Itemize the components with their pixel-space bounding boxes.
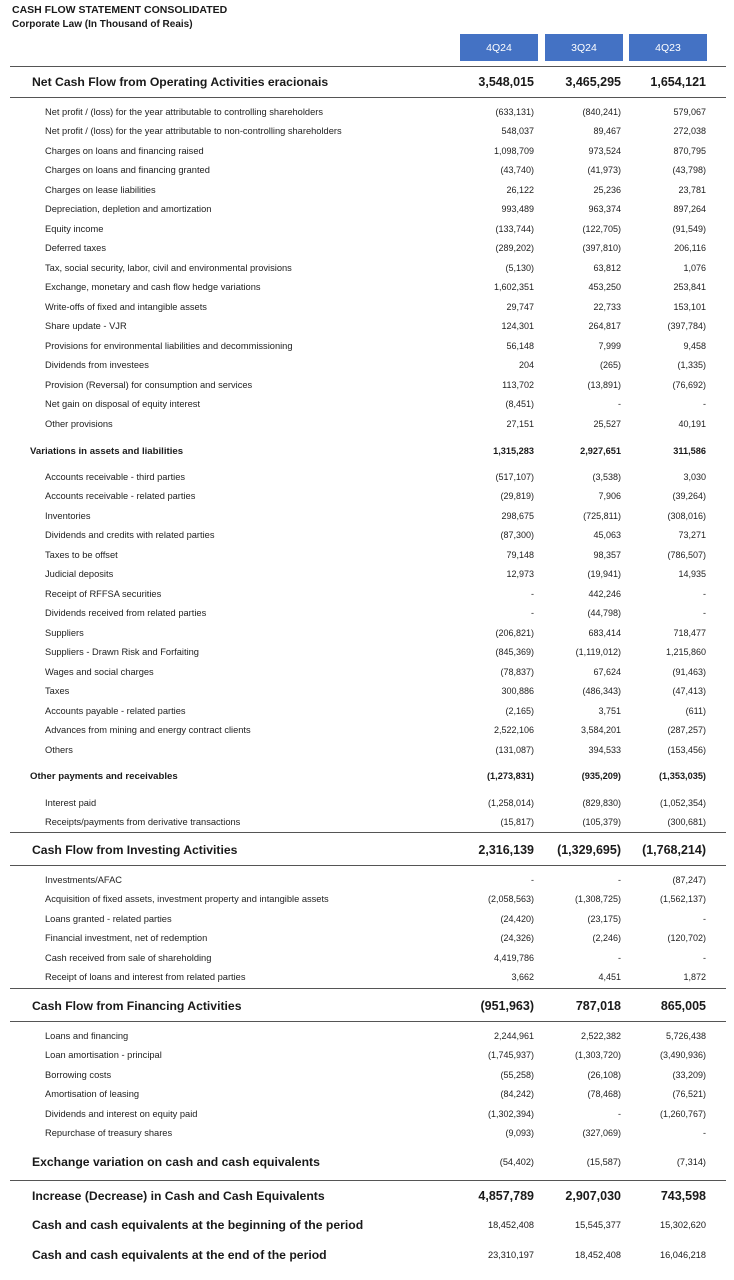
section-row	[0, 835, 734, 865]
row-label: Advances from mining and energy contract clients	[45, 725, 251, 736]
row-value-4q23: -	[703, 913, 706, 924]
row-value-4q23: 153,101	[673, 301, 706, 312]
table-row	[0, 317, 734, 337]
row-value-4q23: -	[703, 1128, 706, 1139]
row-value-3q24: (15,587)	[586, 1157, 621, 1167]
table-row	[0, 662, 734, 682]
statement-title: CASH FLOW STATEMENT CONSOLIDATED	[12, 4, 228, 16]
row-value-4q24: (8,451)	[505, 399, 534, 410]
row-label: Receipt of loans and interest from related parties	[45, 972, 246, 983]
row-label: Other payments and receivables	[30, 770, 178, 782]
row-value-4q23: 14,935	[678, 569, 706, 580]
row-value-4q23: 579,067	[673, 106, 706, 117]
row-value-3q24: 3,465,295	[565, 75, 621, 89]
row-value-3q24: (935,209)	[581, 771, 621, 781]
row-value-4q23: -	[703, 588, 706, 599]
row-label: Other provisions	[45, 418, 113, 429]
row-value-4q24: -	[531, 874, 534, 885]
row-value-3q24: 7,906	[598, 491, 621, 502]
table-row	[0, 219, 734, 239]
row-value-4q24: 204	[518, 360, 534, 371]
row-value-3q24: (840,241)	[582, 106, 621, 117]
row-value-4q24: 2,522,106	[493, 725, 534, 736]
row-label: Others	[45, 744, 73, 755]
row-value-4q24: -	[531, 608, 534, 619]
row-value-3q24: 2,522,382	[580, 1030, 621, 1041]
table-row	[0, 141, 734, 161]
table-row	[0, 740, 734, 760]
row-value-4q23: (308,016)	[667, 510, 706, 521]
row-value-4q23: -	[703, 399, 706, 410]
table-row	[0, 467, 734, 487]
row-value-4q24: (1,745,937)	[487, 1050, 534, 1061]
row-value-4q23: (47,413)	[672, 686, 706, 697]
row-label: Charges on lease liabilities	[45, 184, 156, 195]
row-value-4q24: (78,837)	[500, 666, 534, 677]
row-value-4q24: (55,258)	[500, 1069, 534, 1080]
row-label: Share update - VJR	[45, 321, 127, 332]
section-row	[0, 1181, 734, 1211]
row-label: Suppliers	[45, 627, 84, 638]
row-label: Judicial deposits	[45, 569, 114, 580]
row-value-3q24: (26,108)	[587, 1069, 621, 1080]
row-value-3q24: 2,907,030	[565, 1189, 621, 1203]
row-label: Tax, social security, labor, civil and environmental provisions	[45, 262, 292, 273]
table-row	[0, 948, 734, 968]
row-label: Cash and cash equivalents at the end of the period	[32, 1248, 327, 1262]
row-value-4q24: (2,058,563)	[487, 894, 534, 905]
row-label: Taxes to be offset	[45, 549, 118, 560]
row-value-4q24: (206,821)	[495, 627, 534, 638]
row-value-3q24: (725,811)	[583, 510, 621, 521]
row-value-4q24: (15,817)	[500, 817, 534, 828]
row-value-4q24: (1,302,394)	[487, 1108, 534, 1119]
row-value-4q24: (2,165)	[505, 705, 534, 716]
table-row	[0, 682, 734, 702]
table-row	[0, 870, 734, 890]
row-value-4q24: (131,087)	[495, 744, 534, 755]
row-value-3q24: (2,246)	[592, 933, 621, 944]
table-row	[0, 565, 734, 585]
row-value-4q23: (33,209)	[672, 1069, 706, 1080]
row-value-4q24: (87,300)	[500, 530, 534, 541]
row-value-3q24: 7,999	[598, 340, 621, 351]
row-value-4q23: (1,562,137)	[659, 894, 706, 905]
row-value-3q24: -	[618, 952, 621, 963]
row-value-4q23: (1,052,354)	[659, 797, 706, 808]
row-label: Amortisation of leasing	[45, 1089, 140, 1100]
row-label: Inventories	[45, 510, 91, 521]
row-value-4q23: 206,116	[674, 243, 706, 254]
row-label: Accounts payable - related parties	[45, 705, 186, 716]
table-row	[0, 1046, 734, 1066]
row-label: Dividends and credits with related parties	[45, 530, 215, 541]
row-value-4q23: (611)	[685, 705, 706, 716]
row-label: Cash Flow from Investing Activities	[32, 843, 238, 857]
row-label: Write-offs of fixed and intangible assets	[45, 301, 207, 312]
table-row	[0, 375, 734, 395]
table-row	[0, 336, 734, 356]
row-label: Variations in assets and liabilities	[30, 445, 184, 457]
row-value-4q23: 718,477	[673, 627, 706, 638]
row-value-4q23: (7,314)	[676, 1157, 706, 1167]
column-header-4q24: 4Q24	[460, 34, 538, 61]
row-value-3q24: 787,018	[575, 999, 621, 1013]
row-value-4q24: 3,662	[511, 972, 534, 983]
row-value-4q24: 2,244,961	[493, 1030, 534, 1041]
row-label: Receipts/payments from derivative transactions	[45, 817, 241, 828]
row-value-3q24: 15,545,377	[575, 1220, 621, 1230]
row-value-3q24: (1,119,012)	[575, 647, 621, 658]
row-value-3q24: (3,538)	[592, 471, 621, 482]
row-value-4q23: -	[703, 952, 706, 963]
row-value-4q24: (845,369)	[495, 647, 534, 658]
row-value-4q24: 113,702	[502, 379, 534, 390]
section-row	[0, 67, 734, 97]
row-value-3q24: (44,798)	[587, 608, 621, 619]
section-row	[0, 1147, 734, 1177]
row-value-4q24: 3,548,015	[478, 75, 534, 89]
row-value-4q23: (1,335)	[677, 360, 706, 371]
section-row	[0, 1240, 734, 1270]
row-value-4q23: (1,353,035)	[659, 771, 706, 781]
row-value-3q24: (486,343)	[582, 686, 621, 697]
row-value-3q24: 2,927,651	[580, 446, 621, 456]
row-label: Charges on loans and financing granted	[45, 165, 210, 176]
table-row	[0, 909, 734, 929]
row-value-3q24: -	[618, 399, 621, 410]
table-row	[0, 180, 734, 200]
row-value-4q24: 1,098,709	[493, 145, 534, 156]
row-label: Net Cash Flow from Operating Activities eracionais	[32, 75, 329, 89]
row-value-3q24: 98,357	[593, 549, 621, 560]
table-row	[0, 1124, 734, 1144]
row-label: Accounts receivable - third parties	[45, 471, 186, 482]
table-row	[0, 297, 734, 317]
row-value-4q24: 79,148	[506, 549, 534, 560]
row-value-4q23: -	[703, 608, 706, 619]
divider-line	[10, 97, 726, 98]
row-value-3q24: 89,467	[593, 126, 621, 137]
row-value-3q24: (122,705)	[582, 223, 621, 234]
row-label: Acquisition of fixed assets, investment property and intangible assets	[45, 894, 329, 905]
row-value-4q23: (153,456)	[667, 744, 706, 755]
row-value-4q24: (84,242)	[500, 1089, 534, 1100]
row-value-4q23: (3,490,936)	[659, 1050, 706, 1061]
row-value-3q24: 4,451	[598, 972, 621, 983]
row-value-4q23: 40,191	[678, 418, 706, 429]
row-value-4q24: (43,740)	[500, 165, 534, 176]
row-label: Equity income	[45, 223, 104, 234]
row-label: Deferred taxes	[45, 243, 106, 254]
table-row	[0, 102, 734, 122]
row-value-4q24: (1,258,014)	[487, 797, 534, 808]
row-value-4q23: (300,681)	[667, 817, 706, 828]
row-value-3q24: (829,830)	[582, 797, 621, 808]
table-row	[0, 1085, 734, 1105]
table-row	[0, 258, 734, 278]
row-value-4q23: 16,046,218	[660, 1250, 706, 1260]
table-row	[0, 623, 734, 643]
row-value-4q23: 865,005	[660, 999, 706, 1013]
row-value-3q24: 3,584,201	[580, 725, 621, 736]
column-header-3q24: 3Q24	[545, 34, 623, 61]
row-value-4q23: 3,030	[683, 471, 706, 482]
row-value-4q23: (43,798)	[672, 165, 706, 176]
row-value-4q23: (39,264)	[672, 491, 706, 502]
row-value-4q23: 1,872	[683, 972, 706, 983]
table-row	[0, 122, 734, 142]
row-label: Exchange variation on cash and cash equivalents	[32, 1155, 320, 1169]
table-row	[0, 1026, 734, 1046]
row-value-4q24: (5,130)	[505, 262, 534, 273]
table-row	[0, 584, 734, 604]
row-value-3q24: (78,468)	[587, 1089, 621, 1100]
row-value-4q23: 1,654,121	[650, 75, 706, 89]
row-value-4q24: 12,973	[506, 569, 534, 580]
row-value-3q24: 25,527	[593, 418, 621, 429]
row-value-3q24: 67,624	[593, 666, 621, 677]
row-label: Provision (Reversal) for consumption and services	[45, 379, 253, 390]
row-value-3q24: -	[618, 1108, 621, 1119]
row-value-4q24: 56,148	[506, 340, 534, 351]
section-row	[0, 991, 734, 1021]
table-row	[0, 395, 734, 415]
table-row	[0, 813, 734, 833]
row-value-4q24: 4,419,786	[493, 952, 534, 963]
table-row	[0, 414, 734, 434]
row-label: Net gain on disposal of equity interest	[45, 399, 201, 410]
row-value-3q24: 18,452,408	[575, 1250, 621, 1260]
table-row	[0, 239, 734, 259]
row-label: Depreciation, depletion and amortization	[45, 204, 212, 215]
row-label: Taxes	[45, 686, 70, 697]
row-value-3q24: 3,751	[598, 705, 621, 716]
divider-line	[10, 988, 726, 989]
row-value-4q23: (76,521)	[672, 1089, 706, 1100]
row-value-4q23: (287,257)	[667, 725, 706, 736]
row-value-4q24: (29,819)	[500, 491, 534, 502]
row-label: Financial investment, net of redemption	[45, 933, 208, 944]
table-row	[0, 721, 734, 741]
statement-subtitle: Corporate Law (In Thousand of Reais)	[12, 19, 193, 30]
row-value-4q23: 897,264	[673, 204, 706, 215]
row-value-3q24: (105,379)	[582, 817, 621, 828]
row-value-4q23: 1,076	[683, 262, 706, 273]
row-label: Exchange, monetary and cash flow hedge variations	[45, 282, 261, 293]
row-value-4q23: (397,784)	[667, 321, 706, 332]
row-label: Loans and financing	[45, 1030, 129, 1041]
row-value-4q24: 300,886	[501, 686, 534, 697]
row-value-3q24: 683,414	[588, 627, 621, 638]
row-value-3q24: 453,250	[588, 282, 621, 293]
row-label: Dividends and interest on equity paid	[45, 1108, 198, 1119]
row-value-4q24: (517,107)	[495, 471, 534, 482]
row-label: Net profit / (loss) for the year attributable to controlling shareholders	[45, 106, 324, 117]
row-value-4q24: (289,202)	[495, 243, 534, 254]
row-label: Increase (Decrease) in Cash and Cash Equivalents	[32, 1189, 325, 1203]
table-row	[0, 929, 734, 949]
row-value-3q24: 394,533	[588, 744, 621, 755]
row-value-3q24: (19,941)	[587, 569, 621, 580]
row-value-4q24: 1,602,351	[493, 282, 534, 293]
row-value-3q24: (327,069)	[582, 1128, 621, 1139]
row-value-3q24: 22,733	[593, 301, 621, 312]
row-label: Cash received from sale of shareholding	[45, 952, 212, 963]
section-row	[0, 1210, 734, 1240]
row-value-4q24: 29,747	[506, 301, 534, 312]
row-value-4q24: 26,122	[506, 184, 534, 195]
row-value-4q23: 73,271	[678, 530, 706, 541]
row-value-4q24: (633,131)	[495, 106, 534, 117]
row-value-4q24: (24,326)	[500, 933, 534, 944]
row-value-4q23: 311,586	[673, 446, 706, 456]
row-value-3q24: (1,329,695)	[557, 843, 621, 857]
row-label: Charges on loans and financing raised	[45, 145, 204, 156]
row-label: Suppliers - Drawn Risk and Forfaiting	[45, 647, 199, 658]
row-value-3q24: -	[618, 874, 621, 885]
row-value-4q24: (951,963)	[480, 999, 534, 1013]
table-row	[0, 643, 734, 663]
row-value-4q24: 27,151	[506, 418, 534, 429]
row-label: Provisions for environmental liabilities and decommissioning	[45, 340, 293, 351]
row-value-3q24: (1,303,720)	[574, 1050, 621, 1061]
row-value-4q24: (1,273,831)	[487, 771, 534, 781]
table-row	[0, 890, 734, 910]
row-value-3q24: (265)	[599, 360, 621, 371]
divider-line	[10, 1021, 726, 1022]
table-row	[0, 604, 734, 624]
row-value-4q23: (1,260,767)	[659, 1108, 706, 1119]
row-value-4q23: 272,038	[673, 126, 706, 137]
row-label: Dividends from investees	[45, 360, 149, 371]
row-label: Loans granted - related parties	[45, 913, 172, 924]
row-value-4q23: 253,841	[673, 282, 706, 293]
row-label: Net profit / (loss) for the year attributable to non-controlling shareholders	[45, 126, 342, 137]
row-label: Dividends received from related parties	[45, 608, 207, 619]
row-label: Repurchase of treasury shares	[45, 1128, 173, 1139]
row-value-4q24: 993,489	[501, 204, 534, 215]
table-row	[0, 701, 734, 721]
row-value-4q24: (9,093)	[505, 1128, 534, 1139]
row-label: Cash and cash equivalents at the beginning of the period	[32, 1218, 364, 1232]
row-value-4q23: 870,795	[673, 145, 706, 156]
table-row	[0, 278, 734, 298]
table-row	[0, 487, 734, 507]
table-row	[0, 526, 734, 546]
row-value-3q24: (13,891)	[587, 379, 621, 390]
row-value-4q23: (1,768,214)	[642, 843, 706, 857]
row-label: Receipt of RFFSA securities	[45, 588, 162, 599]
row-value-4q24: 18,452,408	[488, 1220, 534, 1230]
row-value-4q23: 5,726,438	[665, 1030, 706, 1041]
row-label: Interest paid	[45, 797, 97, 808]
row-value-4q23: (91,463)	[672, 666, 706, 677]
row-value-3q24: 264,817	[588, 321, 621, 332]
row-value-4q23: (91,549)	[672, 223, 706, 234]
row-value-4q24: 124,301	[501, 321, 534, 332]
table-row	[0, 161, 734, 181]
table-row	[0, 1104, 734, 1124]
row-value-3q24: 45,063	[593, 530, 621, 541]
row-value-4q24: (133,744)	[495, 223, 534, 234]
row-value-3q24: 63,812	[593, 262, 621, 273]
row-value-4q24: 4,857,789	[478, 1189, 534, 1203]
row-value-4q23: 1,215,860	[665, 647, 706, 658]
divider-line	[10, 865, 726, 866]
row-value-3q24: (1,308,725)	[574, 894, 621, 905]
row-label: Accounts receivable - related parties	[45, 491, 196, 502]
section-row	[0, 438, 734, 464]
row-label: Wages and social charges	[45, 666, 154, 677]
row-value-4q24: 298,675	[501, 510, 534, 521]
row-value-3q24: (397,810)	[582, 243, 621, 254]
row-value-3q24: (41,973)	[587, 165, 621, 176]
row-value-4q24: 1,315,283	[493, 446, 534, 456]
row-value-3q24: 442,246	[588, 588, 621, 599]
row-value-4q23: 9,458	[683, 340, 706, 351]
table-row	[0, 1065, 734, 1085]
row-label: Investments/AFAC	[45, 874, 122, 885]
row-label: Loan amortisation - principal	[45, 1050, 162, 1061]
table-row	[0, 545, 734, 565]
row-value-4q23: 15,302,620	[660, 1220, 706, 1230]
row-value-4q24: (54,402)	[499, 1157, 534, 1167]
table-row	[0, 793, 734, 813]
column-header-4q23: 4Q23	[629, 34, 707, 61]
row-value-4q23: 23,781	[678, 184, 706, 195]
row-value-3q24: (23,175)	[587, 913, 621, 924]
row-label: Cash Flow from Financing Activities	[32, 999, 242, 1013]
row-value-4q24: -	[531, 588, 534, 599]
row-value-4q23: 743,598	[660, 1189, 706, 1203]
row-value-4q24: 2,316,139	[478, 843, 534, 857]
table-row	[0, 200, 734, 220]
divider-line	[10, 832, 726, 833]
table-row	[0, 506, 734, 526]
row-value-4q23: (87,247)	[672, 874, 706, 885]
row-value-4q24: 23,310,197	[488, 1250, 534, 1260]
row-value-4q24: (24,420)	[500, 913, 534, 924]
row-value-4q23: (786,507)	[667, 549, 706, 560]
row-value-4q23: (120,702)	[667, 933, 706, 944]
row-value-3q24: 25,236	[593, 184, 621, 195]
table-row	[0, 356, 734, 376]
section-row	[0, 763, 734, 789]
row-label: Borrowing costs	[45, 1069, 112, 1080]
row-value-4q24: 548,037	[501, 126, 534, 137]
table-row	[0, 968, 734, 988]
row-value-3q24: 963,374	[588, 204, 621, 215]
row-value-3q24: 973,524	[588, 145, 621, 156]
row-value-4q23: (76,692)	[672, 379, 706, 390]
